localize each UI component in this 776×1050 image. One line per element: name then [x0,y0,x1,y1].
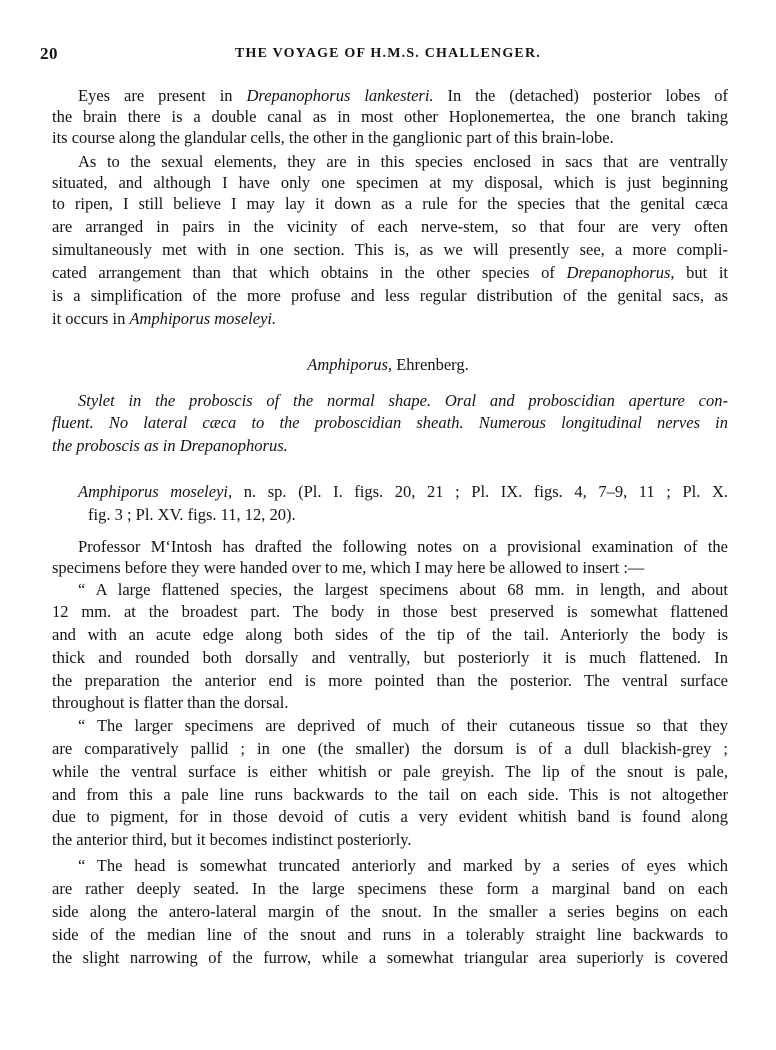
text-line: side along the antero-lateral margin of the snout. In the smaller a series begins on each [52,902,728,921]
text-line: side of the median line of the snout and runs in a tolerably straight line backwards to [52,925,728,944]
text-line: the preparation the anterior end is more pointed than the posterior. The ventral surface [52,671,728,690]
text-line: As to the sexual elements, they are in this species enclosed in sacs that are ventrally [78,152,728,171]
text-line: throughout is flatter than the dorsal. [52,693,289,712]
text-line: “ The head is somewhat truncated anteriorly and marked by a series of eyes which [78,856,728,875]
text-line: are comparatively pallid ; in one (the smaller) the dorsum is of a dull blackish-grey ; [52,739,728,758]
text-line: its course along the glandular cells, the other in the ganglionic part of this brain-lobe. [52,128,614,147]
text-line: “ A large flattened species, the largest specimens about 68 mm. in length, and about [78,580,728,599]
running-title: THE VOYAGE OF H.M.S. CHALLENGER. [235,46,541,61]
text-line: and with an acute edge along both sides of the tip of the tail. Anteriorly the body is [52,625,728,644]
text-line: “ The larger specimens are deprived of much of their cutaneous tissue so that they [78,716,728,735]
text-line: simultaneously met with in one section. This is, as we will presently see, a more compli- [52,240,728,259]
text-line: the proboscis as in Drepanophorus. [52,436,288,455]
text-line: the anterior third, but it becomes indistinct posteriorly. [52,830,412,849]
text-line: to ripen, I still believe I may lay it down as a rule for the species that the genital cæca [52,194,728,213]
text-line: Stylet in the proboscis of the normal shape. Oral and proboscidian aperture con- [78,391,728,410]
text-line: and from this a pale line runs backwards to the tail on each side. This is not altogether [52,785,728,804]
text-line: Amphiporus moseleyi, n. sp. (Pl. I. figs. 20, 21 ; Pl. IX. figs. 4, 7–9, 11 ; Pl. X. [78,482,728,501]
text-line: 12 mm. at the broadest part. The body in those best preserved is somewhat flattened [52,602,728,621]
text-line: fluent. No lateral cæca to the proboscidian sheath. Numerous longitudinal nerves in [52,413,728,432]
text-line: the slight narrowing of the furrow, while a somewhat triangular area superiorly is covered [52,948,728,967]
text-line: Eyes are present in Drepanophorus lankesteri. In the (detached) posterior lobes of [78,86,728,105]
text-line: are arranged in pairs in the vicinity of each nerve-stem, so that four are very often [52,217,728,236]
page-number: 20 [40,44,58,63]
text-line: situated, and although I have only one specimen at my disposal, which is just beginning [52,173,728,192]
text-line: Professor M‘Intosh has drafted the following notes on a provisional examination of the [78,537,728,556]
text-line: are rather deeply seated. In the large specimens these form a marginal band on each [52,879,728,898]
text-line: it occurs in Amphiporus moseleyi. [52,309,277,328]
text-line: fig. 3 ; Pl. XV. figs. 11, 12, 20). [88,505,296,524]
text-line: due to pigment, for in those devoid of cutis a very evident whitish band is found along [52,807,728,826]
text-line: cated arrangement than that which obtains in the other species of Drepanophorus, but it [52,263,728,282]
text-line: is a simplification of the more profuse and less regular distribution of the genital sacs, as [52,286,728,305]
text-line: while the ventral surface is either whitish or pale greyish. The lip of the snout is pale, [52,762,728,781]
text-line: thick and rounded both dorsally and ventrally, but posteriorly it is much flattened. In [52,648,728,667]
genus-heading: Amphiporus, Ehrenberg. [307,355,469,374]
text-line: specimens before they were handed over to me, which I may here be allowed to insert :— [52,558,645,577]
text-line: the brain there is a double canal as in most other Hoplonemertea, the one branch taking [52,107,728,126]
